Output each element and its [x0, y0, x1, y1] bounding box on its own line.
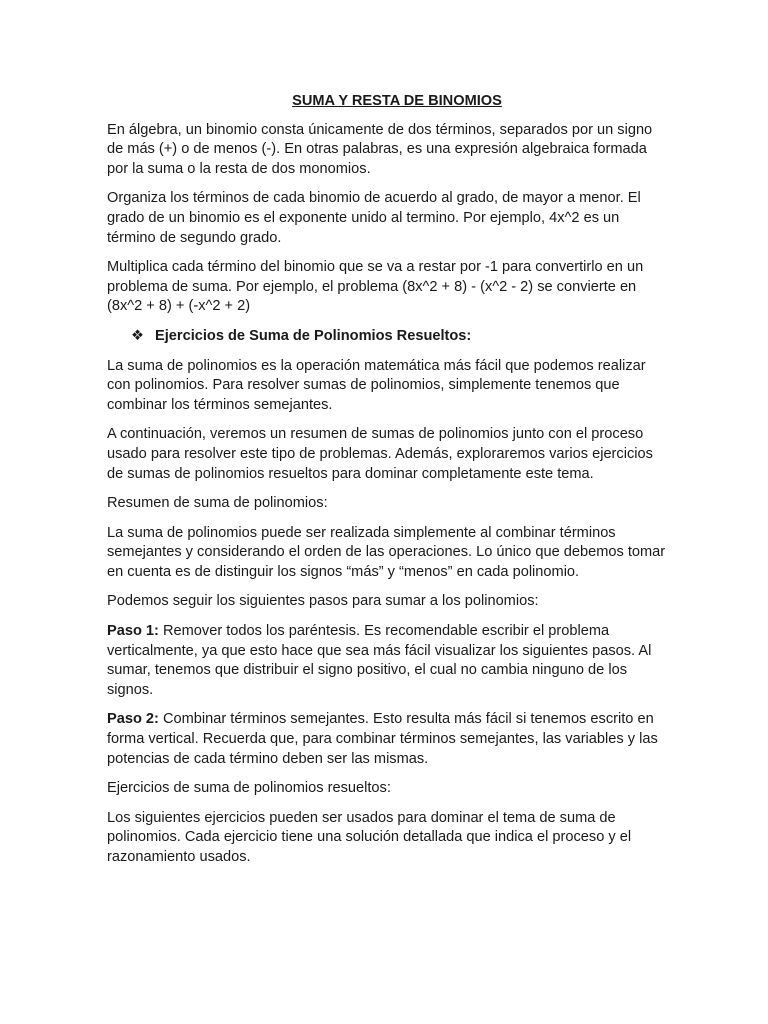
- section-heading-text: Ejercicios de Suma de Polinomios Resueltos:: [155, 327, 472, 344]
- paragraph-binomial-definition: En álgebra, un binomio consta únicamente de dos términos, separados por un signo de más (+) o de menos (-). En otras palabras, es una expresión algebraica formada por la suma o la resta de dos monomios.: [107, 121, 653, 177]
- section-heading: [107, 327, 667, 347]
- paragraph-sum-intro: La suma de polinomios es la operación matemática más fácil que podemos realizar con polinomios. Para resolver sumas de polinomios, simplemente tenemos que combinar los términos semejantes.: [107, 357, 646, 413]
- paragraph-summary-intro: A continuación, veremos un resumen de sumas de polinomios junto con el proceso usado para resolver este tipo de problemas. Además, exploraremos varios ejercicios de sumas de polinomios resueltos para dominar completamente este tema.: [107, 426, 653, 482]
- paragraph-ordering-terms: Organiza los términos de cada binomio de acuerdo al grado, de mayor a menor. El grado de un binomio es el exponente unido al termino. Por ejemplo, 4x^2 es un término de segundo grado.: [107, 190, 641, 246]
- step-1-label: Paso 1:: [107, 623, 159, 640]
- step-1: [107, 622, 667, 700]
- paragraph-summary-label: Resumen de suma de polinomios:: [107, 495, 328, 512]
- step-2-label: Paso 2:: [107, 711, 159, 728]
- step-2-text: Combinar términos semejantes. Esto resulta más fácil si tenemos escrito en forma vertical. Recuerda que, para combinar términos semejantes, las variables y las potencias de cada término deben ser las mismas.: [107, 711, 658, 767]
- paragraph-exercises-body: Los siguientes ejercicios pueden ser usados para dominar el tema de suma de polinomios. Cada ejercicio tiene una solución detallada que indica el proceso y el razonamiento usados.: [107, 809, 632, 865]
- document-title: SUMA Y RESTA DE BINOMIOS: [292, 93, 502, 109]
- paragraph-summary-body: La suma de polinomios puede ser realizada simplemente al combinar términos semejantes y considerando el orden de las operaciones. Lo único que debemos tomar en cuenta es de distinguir los signos “más” y “menos” en cada polinomio.: [107, 524, 666, 580]
- document-page: [107, 92, 667, 878]
- step-2: [107, 710, 667, 769]
- step-1-text: Remover todos los paréntesis. Es recomendable escribir el problema verticalmente, ya que esto hace que sea más fácil visualizar los siguientes pasos. Al sumar, tenemos que distribuir el signo positivo, el cual no cambia ninguno de los signos.: [107, 623, 652, 698]
- paragraph-steps-intro: Podemos seguir los siguientes pasos para sumar a los polinomios:: [107, 593, 539, 610]
- diamond-bullet-icon: ❖: [131, 327, 145, 344]
- paragraph-exercises-label: Ejercicios de suma de polinomios resueltos:: [107, 780, 391, 797]
- paragraph-subtraction-rule: Multiplica cada término del binomio que se va a restar por -1 para convertirlo en un problema de suma. Por ejemplo, el problema (8x^2 + 8) - (x^2 - 2) se convierte en (8x^2 + 8) + (-x^2 + 2): [107, 259, 644, 315]
